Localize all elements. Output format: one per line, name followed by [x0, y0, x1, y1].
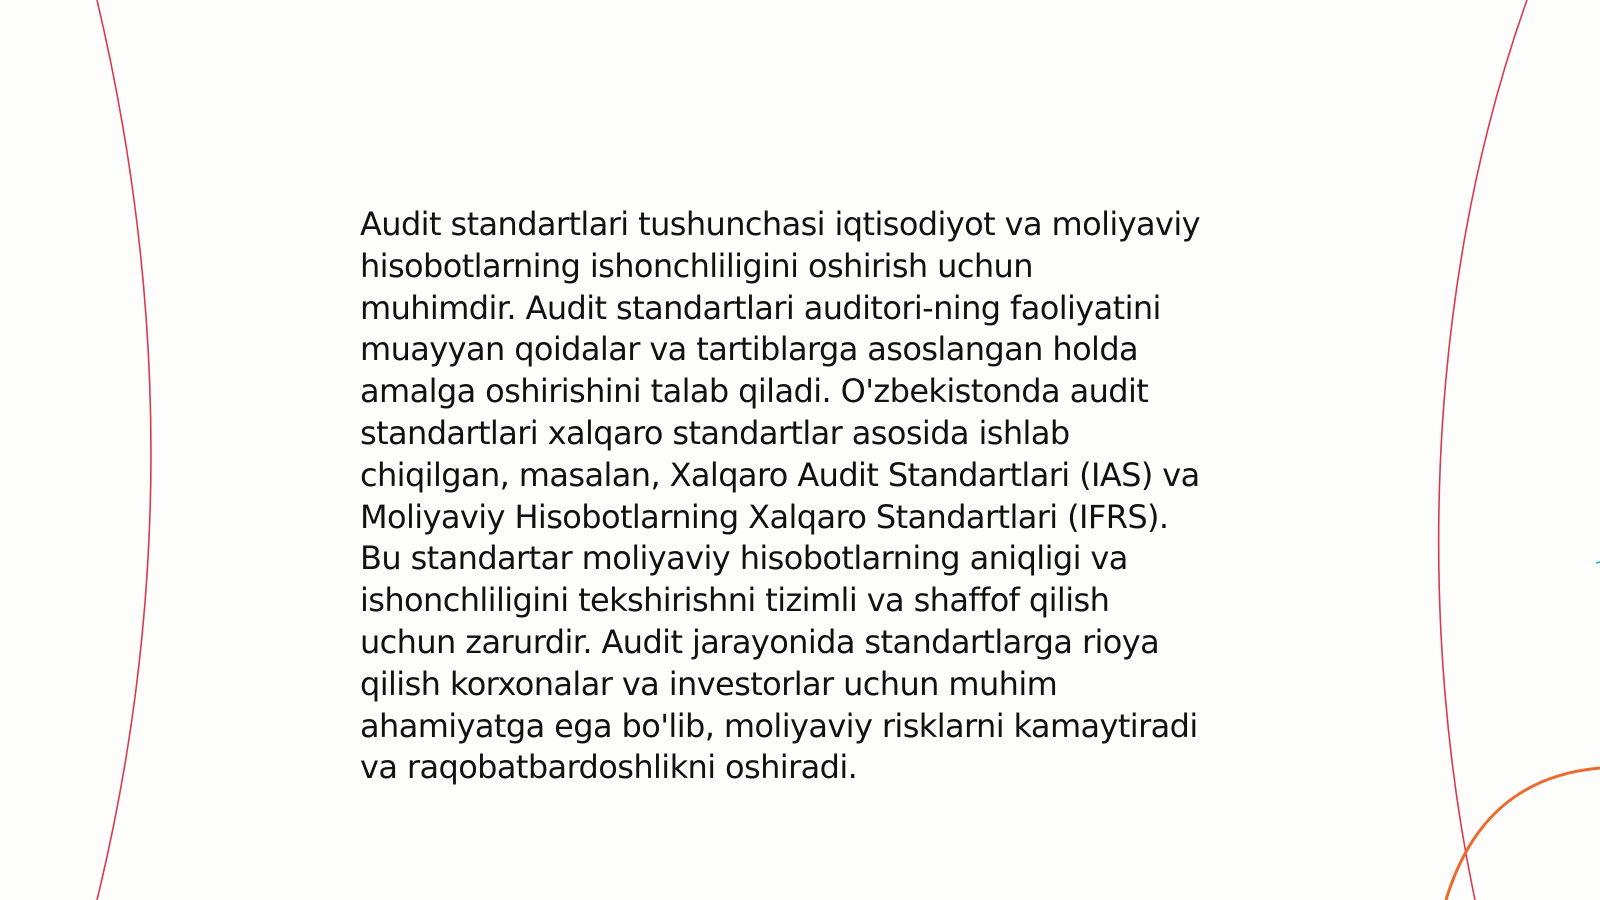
teal-mark [1596, 562, 1600, 563]
paragraph-line: uchun zarurdir. Audit jarayonida standartlarga rioya [360, 622, 1160, 661]
paragraph-line: chiqilgan, masalan, Xalqaro Audit Standartlari (IAS) va [360, 455, 1200, 494]
orange-arc [1446, 768, 1600, 900]
body-paragraph [360, 204, 1260, 789]
paragraph-line: muayyan qoidalar va tartiblarga asoslangan holda [360, 330, 1139, 369]
paragraph-line: hisobotlarning ishonchliligini oshirish uchun [360, 246, 1033, 285]
left-curve [97, 0, 151, 900]
paragraph-line: muhimdir. Audit standartlari auditori-ning faoliyatini [360, 288, 1161, 327]
paragraph-line: va raqobatbardoshlikni oshiradi. [360, 748, 858, 787]
right-curve [1439, 0, 1527, 900]
paragraph-line: Moliyaviy Hisobotlarning Xalqaro Standartlari (IFRS). [360, 497, 1169, 536]
paragraph-line: amalga oshirishini talab qiladi. O'zbekistonda audit [360, 372, 1149, 411]
paragraph-line: Audit standartlari tushunchasi iqtisodiyot va moliyaviy [360, 205, 1201, 243]
paragraph-line: Bu standartar moliyaviy hisobotlarning aniqligi va [360, 539, 1128, 578]
paragraph-line: standartlari xalqaro standartlar asosida ishlab [360, 413, 1070, 452]
paragraph-line: ahamiyatga ega bo'lib, moliyaviy risklarni kamaytiradi [360, 706, 1198, 745]
paragraph-line: ishonchliligini tekshirishni tizimli va shaffof qilish [360, 581, 1110, 620]
paragraph-line: qilish korxonalar va investorlar uchun muhim [360, 664, 1058, 703]
